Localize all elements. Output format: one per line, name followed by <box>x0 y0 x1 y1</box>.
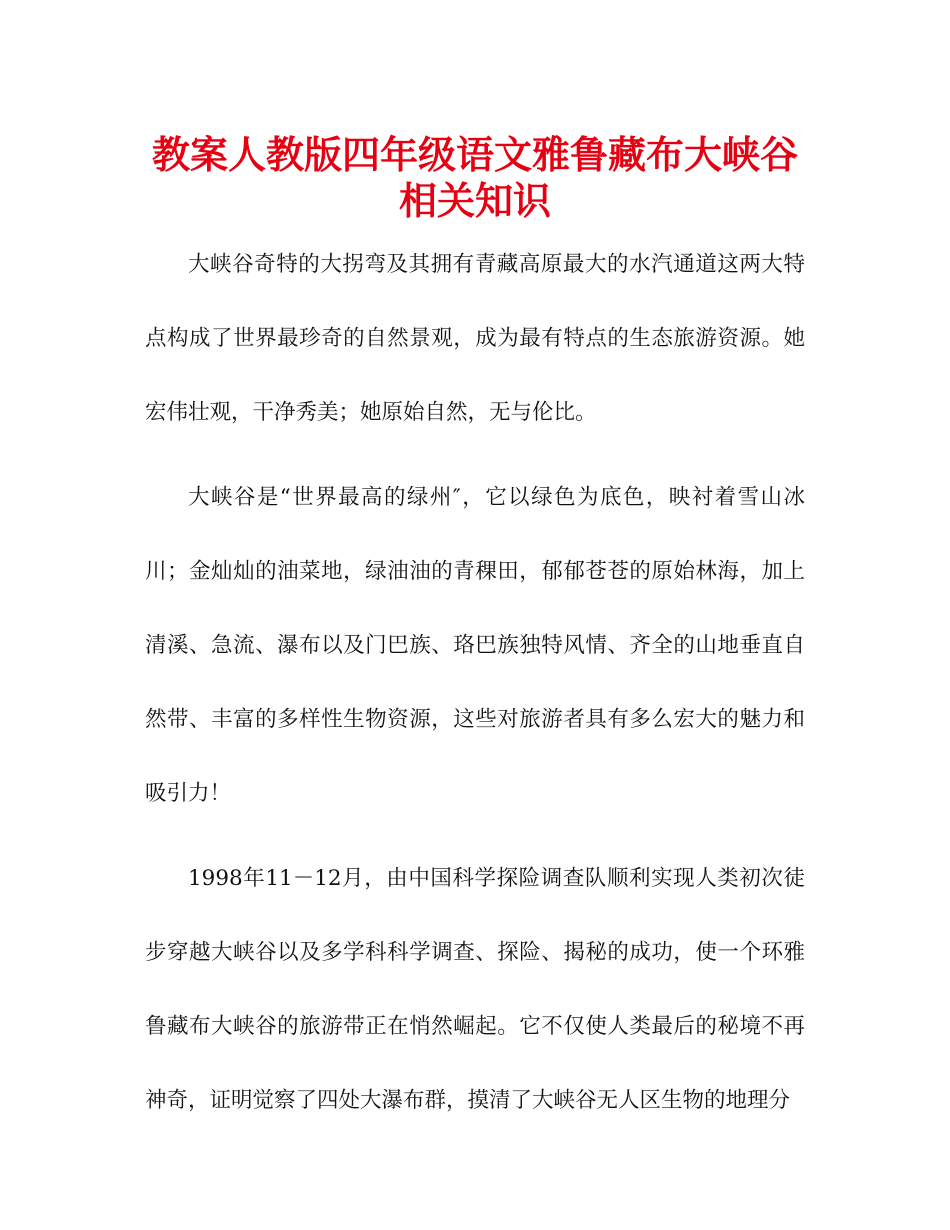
paragraph-3: 1998年11－12月，由中国科学探险调查队顺利实现人类初次徒步穿越大峡谷以及多学科科学调查、探险、揭秘的成功，使一个环雅鲁藏布大峡谷的旅游带正在悄然崛起。它不仅使人类最后的秘境不再神奇，证明觉察了四处大瀑布群，摸清了大峡谷无人区生物的地理分 <box>145 866 805 1113</box>
paragraph-1: 大峡谷奇特的大拐弯及其拥有青藏高原最大的水汽通道这两大特点构成了世界最珍奇的自然景观，成为最有特点的生态旅游资源。她宏伟壮观，干净秀美；她原始自然，无与伦比。 <box>145 252 805 425</box>
document-body <box>145 228 805 1149</box>
document-title: 教案人教版四年级语文雅鲁藏布大峡谷相关知识 <box>151 133 798 223</box>
paragraph-2: 大峡谷是“世界最高的绿州″，它以绿色为底色，映衬着雪山冰川；金灿灿的油菜地，绿油油的青稞田，郁郁苍苍的原始林海，加上清溪、急流、瀑布以及门巴族、珞巴族独特风情、齐全的山地垂直自然带、丰富的多样性生物资源，这些对旅游者具有多么宏大的魅力和吸引力！ <box>145 485 805 806</box>
